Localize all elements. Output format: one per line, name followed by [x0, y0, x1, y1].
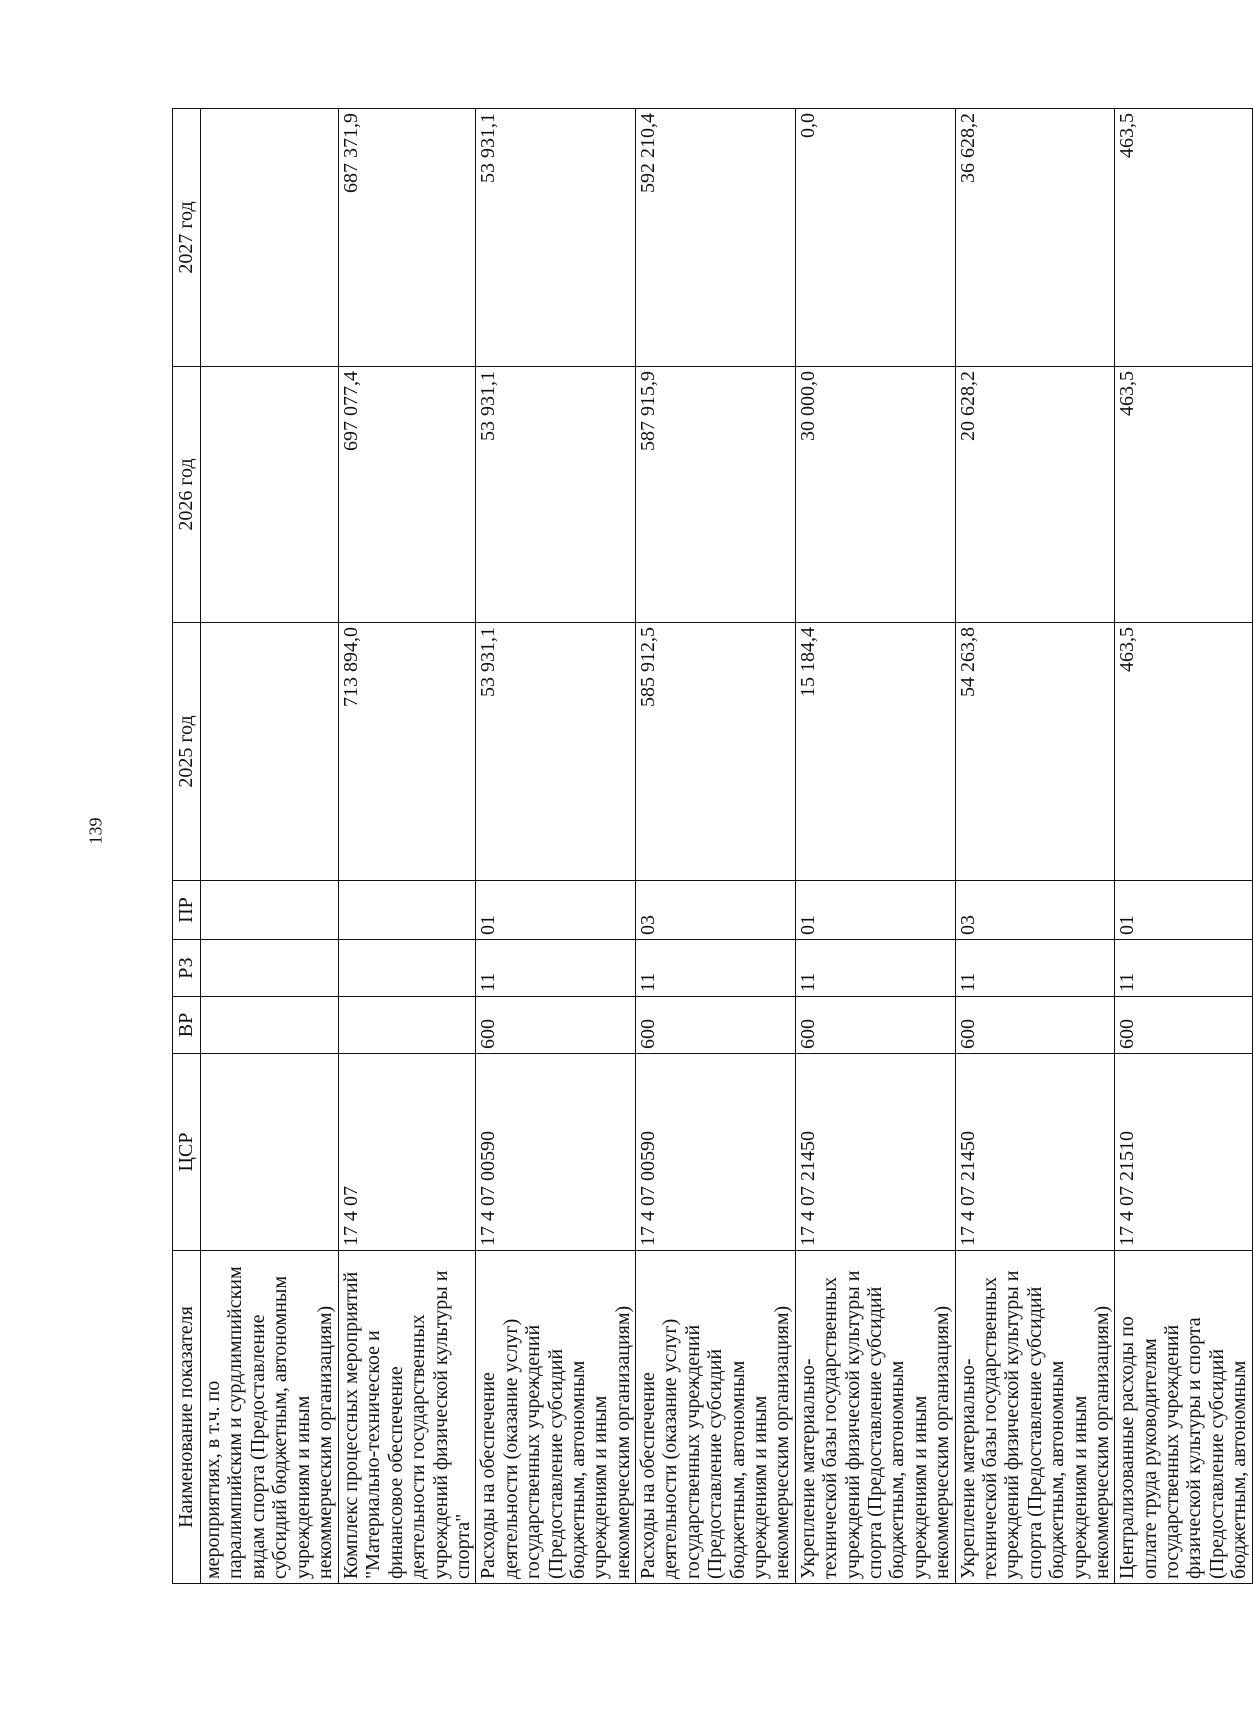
cell-csr: 17 4 07 00590 — [476, 1054, 636, 1251]
header-2026: 2026 год — [173, 367, 201, 623]
cell-rz — [201, 940, 339, 997]
cell-name: Централизованные расходы по оплате труда руководителям государственных учреждений физической культуры и спорта (Предоставление субсидий бюджетным, автономным — [1115, 1251, 1252, 1584]
cell-2027 — [201, 109, 339, 367]
cell-rz: 11 — [955, 940, 1115, 997]
page-number: 139 — [85, 817, 106, 845]
cell-vr: 600 — [476, 997, 636, 1054]
header-csr: ЦСР — [173, 1054, 201, 1251]
cell-name: Расходы на обеспечение деятельности (оказание услуг) государственных учреждений (Предоставление субсидий бюджетным, автономным учреждениям и иным некоммерческим организациям) — [636, 1251, 796, 1584]
cell-vr — [201, 997, 339, 1054]
cell-rz: 11 — [1115, 940, 1252, 997]
cell-2025: 463,5 — [1115, 623, 1252, 881]
cell-name: мероприятиях, в т.ч. по паралимпийским и сурдлимпийским видам спорта (Предоставление субсидий бюджетным, автономным учреждениям и иным некоммерческим организациям) — [201, 1251, 339, 1584]
table-row — [636, 109, 796, 1584]
cell-2027: 687 371,9 — [339, 109, 476, 367]
table-header-row — [173, 109, 201, 1584]
cell-2025: 15 184,4 — [795, 623, 955, 881]
cell-csr: 17 4 07 21510 — [1115, 1054, 1252, 1251]
header-vr: ВР — [173, 997, 201, 1054]
table-row — [339, 109, 476, 1584]
cell-pr: 01 — [795, 881, 955, 940]
cell-pr: 03 — [955, 881, 1115, 940]
cell-2026: 53 931,1 — [476, 367, 636, 623]
cell-name: Комплекс процессных мероприятий "Материально-техническое и финансовое обеспечение деятельности государственных учреждений физической культуры и спорта" — [339, 1251, 476, 1584]
cell-2027: 36 628,2 — [955, 109, 1115, 367]
table-row — [955, 109, 1115, 1584]
cell-csr: 17 4 07 21450 — [955, 1054, 1115, 1251]
cell-2027: 592 210,4 — [636, 109, 796, 367]
cell-2027: 0,0 — [795, 109, 955, 367]
cell-pr: 01 — [476, 881, 636, 940]
cell-vr — [339, 997, 476, 1054]
cell-2027: 53 931,1 — [476, 109, 636, 367]
cell-vr: 600 — [636, 997, 796, 1054]
cell-pr — [339, 881, 476, 940]
header-pr: ПР — [173, 881, 201, 940]
cell-vr: 600 — [955, 997, 1115, 1054]
cell-rz: 11 — [636, 940, 796, 997]
cell-rz: 11 — [795, 940, 955, 997]
cell-rz: 11 — [476, 940, 636, 997]
cell-name: Расходы на обеспечение деятельности (оказание услуг) государственных учреждений (Предоставление субсидий бюджетным, автономным учреждениям и иным некоммерческим организациям) — [476, 1251, 636, 1584]
cell-pr: 03 — [636, 881, 796, 940]
cell-2025: 713 894,0 — [339, 623, 476, 881]
cell-2026: 20 628,2 — [955, 367, 1115, 623]
cell-vr: 600 — [1115, 997, 1252, 1054]
table-row — [795, 109, 955, 1584]
cell-2025: 585 912,5 — [636, 623, 796, 881]
cell-2025 — [201, 623, 339, 881]
cell-rz — [339, 940, 476, 997]
cell-2025: 54 263,8 — [955, 623, 1115, 881]
header-2027: 2027 год — [173, 109, 201, 367]
cell-name: Укрепление материально-технической базы государственных учреждений физической культуры и спорта (Предоставление субсидий бюджетным, автономным учреждениям и иным некоммерческим организациям) — [955, 1251, 1115, 1584]
cell-2026 — [201, 367, 339, 623]
cell-pr: 01 — [1115, 881, 1252, 940]
cell-csr: 17 4 07 — [339, 1054, 476, 1251]
cell-2026: 30 000,0 — [795, 367, 955, 623]
table-row — [1115, 109, 1252, 1584]
cell-vr: 600 — [795, 997, 955, 1054]
header-name: Наименование показателя — [173, 1251, 201, 1584]
cell-2026: 697 077,4 — [339, 367, 476, 623]
cell-csr: 17 4 07 21450 — [795, 1054, 955, 1251]
table-row — [476, 109, 636, 1584]
header-rz: РЗ — [173, 940, 201, 997]
cell-csr — [201, 1054, 339, 1251]
cell-2026: 587 915,9 — [636, 367, 796, 623]
cell-2027: 463,5 — [1115, 109, 1252, 367]
budget-table — [172, 108, 1253, 1584]
cell-2025: 53 931,1 — [476, 623, 636, 881]
cell-2026: 463,5 — [1115, 367, 1252, 623]
cell-csr: 17 4 07 00590 — [636, 1054, 796, 1251]
header-2025: 2025 год — [173, 623, 201, 881]
cell-name: Укрепление материально-технической базы государственных учреждений физической культуры и спорта (Предоставление субсидий бюджетным, автономным учреждениям и иным некоммерческим организациям) — [795, 1251, 955, 1584]
cell-pr — [201, 881, 339, 940]
rotated-table-container — [172, 109, 1251, 1584]
table-row — [201, 109, 339, 1584]
